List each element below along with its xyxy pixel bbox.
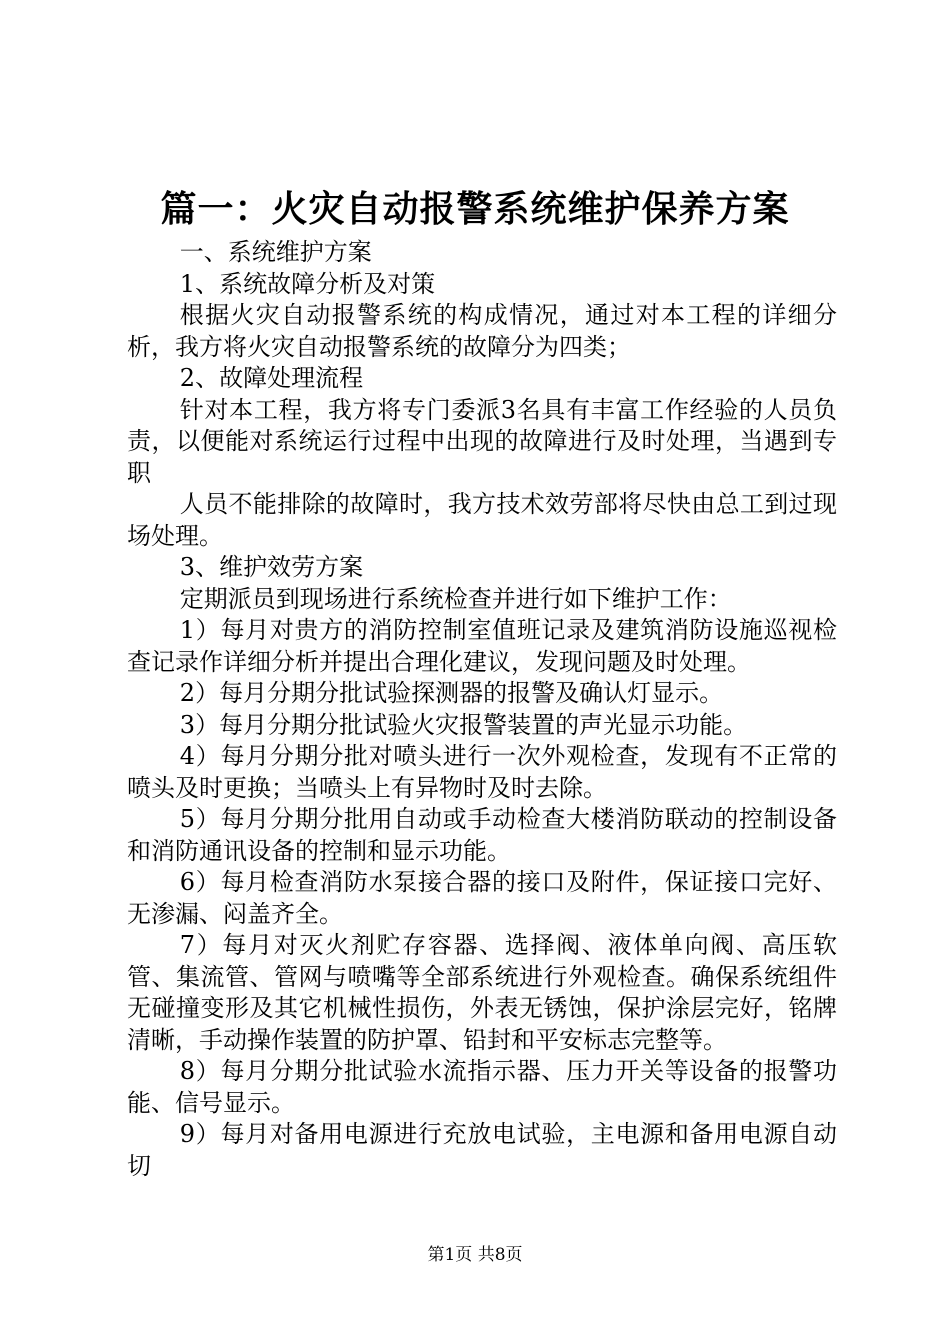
section-heading: 一、系统维护方案 — [179, 238, 372, 266]
document-body — [127, 237, 837, 1182]
list-item: 1）每月对贵方的消防控制室值班记录及建筑消防设施巡视检查记录作详细分析并提出合理化建议，发现问题及时处理。 — [127, 616, 837, 676]
paragraph: 针对本工程，我方将专门委派3名具有丰富工作经验的人员负责，以便能对系统运行过程中出现的故障进行及时处理，当遇到专职 — [127, 395, 837, 487]
paragraph: 定期派员到现场进行系统检查并进行如下维护工作： — [179, 584, 732, 613]
list-item: 2）每月分期分批试验探测器的报警及确认灯显示。 — [179, 679, 724, 707]
subsection-heading: 2、故障处理流程 — [179, 364, 364, 392]
page-title: 篇一：火灾自动报警系统维护保养方案 — [160, 188, 790, 230]
list-item: 6）每月检查消防水泵接合器的接口及附件，保证接口完好、无渗漏、闷盖齐全。 — [127, 868, 837, 928]
paragraph: 人员不能排除的故障时，我方技术效劳部将尽快由总工到过现场处理。 — [127, 490, 837, 550]
list-item: 7）每月对灭火剂贮存容器、选择阀、液体单向阀、高压软管、集流管、管网与喷嘴等全部系统进行外观检查。确保系统组件无碰撞变形及其它机械性损伤，外表无锈蚀，保护涂层完好，铭牌清晰，手动操作装置的防护罩、铅封和平安标志完整等。 — [127, 931, 837, 1054]
subsection-heading: 3、维护效劳方案 — [179, 553, 364, 581]
list-item: 5）每月分期分批用自动或手动检查大楼消防联动的控制设备和消防通讯设备的控制和显示功能。 — [127, 805, 837, 865]
list-item: 9）每月对备用电源进行充放电试验，主电源和备用电源自动切 — [127, 1120, 837, 1180]
list-item: 3）每月分期分批试验火灾报警装置的声光显示功能。 — [179, 710, 748, 739]
list-item: 4）每月分期分批对喷头进行一次外观检查，发现有不正常的喷头及时更换；当喷头上有异物时及时去除。 — [127, 742, 837, 802]
page-footer: 第1页 共8页 — [427, 1245, 523, 1265]
paragraph: 根据火灾自动报警系统的构成情况，通过对本工程的详细分析，我方将火灾自动报警系统的故障分为四类； — [127, 301, 837, 361]
subsection-heading: 1、系统故障分析及对策 — [179, 269, 436, 298]
list-item: 8）每月分期分批试验水流指示器、压力开关等设备的报警功能、信号显示。 — [127, 1057, 837, 1117]
